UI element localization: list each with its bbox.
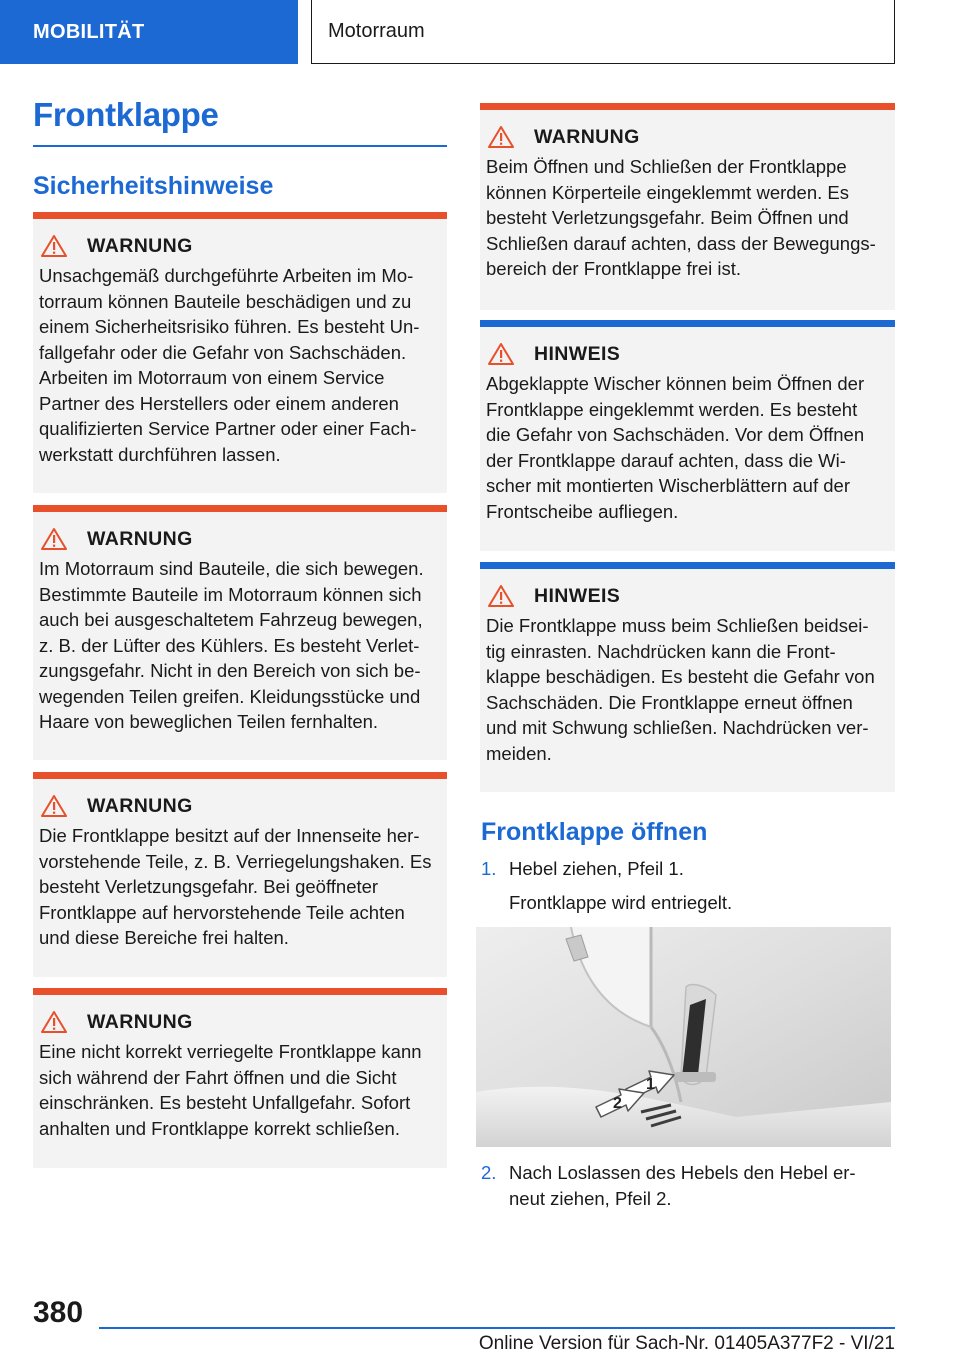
warning-box	[33, 772, 447, 977]
chapter-tab[interactable]: MOBILITÄT	[0, 0, 298, 64]
page-title: Frontklappe	[33, 96, 219, 133]
box-title: HINWEIS	[534, 584, 621, 607]
section-tab[interactable]	[311, 0, 895, 64]
step-number: 1.	[481, 858, 497, 879]
section-label: Motorraum	[328, 20, 425, 42]
footer-divider	[99, 1327, 895, 1329]
warning-triangle-icon	[488, 125, 514, 149]
box-header	[39, 526, 439, 552]
warning-triangle-icon	[41, 527, 67, 551]
box-title: WARNUNG	[534, 125, 640, 148]
warning-box	[33, 505, 447, 760]
box-text: Beim Öffnen und Schließen der Frontklappe können Körperteile eingeklemmt werden. Es besteht Verletzungsgefahr. Beim Öffnen und Schließen darauf achten, dass der Bewegungs-bereich der Frontklappe frei ist.	[486, 156, 876, 279]
warning-triangle-icon	[41, 794, 67, 818]
box-header	[39, 233, 439, 259]
warning-triangle-icon	[488, 342, 514, 366]
warning-box	[33, 212, 447, 493]
step-list	[481, 1160, 891, 1211]
footer-source-link[interactable]: Online Version für Sach-Nr. 01405A377F2 - VI/21	[478, 1333, 895, 1354]
arrow-2-label: 2	[613, 1095, 622, 1112]
warning-box	[480, 103, 895, 310]
step-result: Frontklappe wird entriegelt.	[509, 891, 733, 913]
warning-triangle-icon	[41, 1010, 67, 1034]
box-header	[486, 583, 887, 609]
page-number: 380	[33, 1296, 84, 1329]
warning-triangle-icon	[488, 584, 514, 608]
hood-release-lever-illustration	[476, 927, 891, 1147]
note-box	[480, 562, 895, 792]
step-item	[481, 1160, 891, 1211]
hood-release-figure	[476, 927, 891, 1147]
step-number: 2.	[481, 1162, 497, 1183]
box-title: WARNUNG	[87, 234, 193, 257]
box-text: Unsachgemäß durchgeführte Arbeiten im Mo-torraum können Bauteile beschädigen und zu einem Sicherheitsrisiko führen. Es besteht Un-fallgefahr oder die Gefahr von Sachschäden. Arbeiten im Motorraum von einem Service Partner des Herstellers oder einem anderen qualifizierten Service Partner oder einer Fach-werkstatt durchführen lassen.	[39, 265, 420, 465]
warning-triangle-icon	[41, 234, 67, 258]
box-header	[39, 1009, 439, 1035]
box-text: Die Frontklappe muss beim Schließen beidsei-tig einrasten. Nachdrücken kann die Front-klappe beschädigen. Es besteht die Gefahr von Sachschäden. Die Frontklappe erneut öffnen und mit Schwung schließen. Nachdrücken ver-meiden.	[486, 615, 875, 764]
box-header	[39, 793, 439, 819]
step-item	[481, 856, 891, 882]
open-hood-heading: Frontklappe öffnen	[481, 818, 708, 846]
box-title: HINWEIS	[534, 342, 621, 365]
box-text: Abgeklappte Wischer können beim Öffnen der Frontklappe eingeklemmt werden. Es besteht die Gefahr von Sachschäden. Vor dem Öffnen der Frontklappe darauf achten, dass die Wi-scher mit montierten Wischerblättern auf der Frontscheibe aufliegen.	[486, 373, 865, 522]
step-list	[481, 856, 891, 915]
box-title: WARNUNG	[87, 794, 193, 817]
title-divider	[33, 145, 447, 147]
box-text: Eine nicht korrekt verriegelte Frontklappe kann sich während der Fahrt öffnen und die Sicht einschränken. Es besteht Unfallgefahr. Sofort anhalten und Frontklappe korrekt schließen.	[39, 1041, 422, 1139]
box-title: WARNUNG	[87, 1010, 193, 1033]
box-header	[486, 124, 887, 150]
safety-heading: Sicherheitshinweise	[33, 172, 274, 200]
box-title: WARNUNG	[87, 527, 193, 550]
box-text: Im Motorraum sind Bauteile, die sich bewegen. Bestimmte Bauteile im Motorraum können sich auch bei ausgeschaltetem Fahrzeug bewegen, z. B. der Lüfter des Kühlers. Es besteht Verlet-zungsgefahr. Nicht in den Bereich von sich be-wegenden Teilen greifen. Kleidungsstücke und Haare von beweglichen Teilen fernhalten.	[39, 558, 424, 732]
box-text: Die Frontklappe besitzt auf der Innenseite her-vorstehende Teile, z. B. Verriegelungshaken. Es besteht Verletzungsgefahr. Bei geöffneter Frontklappe auf hervorstehende Teile achten und diese Bereiche frei halten.	[39, 825, 432, 948]
arrow-1-label: 1	[646, 1076, 655, 1093]
step-text: Nach Loslassen des Hebels den Hebel er-neut ziehen, Pfeil 2.	[509, 1162, 856, 1209]
box-header	[486, 341, 887, 367]
step-text: Hebel ziehen, Pfeil 1.	[509, 858, 684, 879]
warning-box	[33, 988, 447, 1168]
note-box	[480, 320, 895, 551]
